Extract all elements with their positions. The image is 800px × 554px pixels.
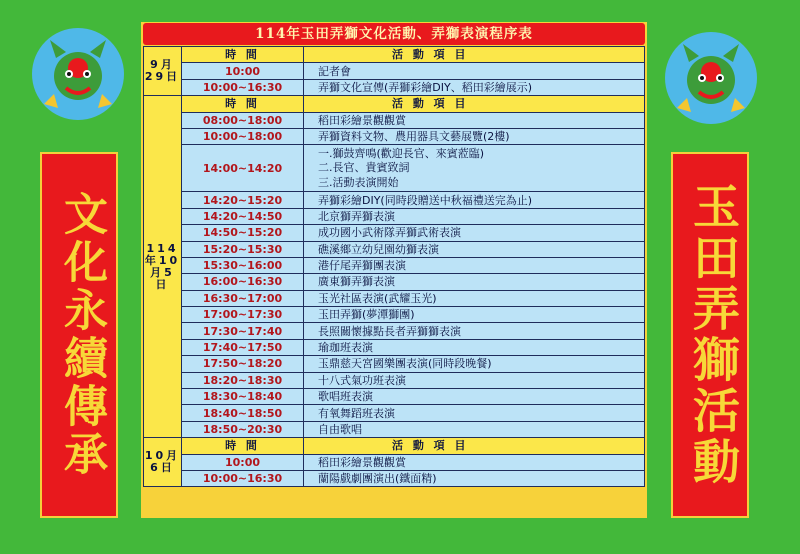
table-row (144, 63, 645, 79)
table-row (144, 356, 645, 372)
activity-column-header: 活 動 項 目 (304, 47, 645, 63)
table-row (144, 274, 645, 290)
time-cell: 18:40~18:50 (182, 405, 304, 421)
time-cell: 16:30~17:00 (182, 290, 304, 306)
activity-column-header: 活 動 項 目 (304, 438, 645, 454)
time-cell: 14:00~14:20 (182, 145, 304, 192)
activity-cell: 玉鼎慈天宮國樂團表演(同時段晚餐) (304, 356, 645, 372)
activity-cell: 瑜珈班表演 (304, 339, 645, 355)
time-cell: 17:50~18:20 (182, 356, 304, 372)
schedule-header-row (144, 438, 645, 454)
table-row (144, 454, 645, 470)
table-row (144, 112, 645, 128)
schedule-header-row (144, 96, 645, 112)
time-cell: 15:20~15:30 (182, 241, 304, 257)
time-cell: 10:00 (182, 454, 304, 470)
table-row (144, 290, 645, 306)
activity-cell: 玉田弄獅(夢潭獅團) (304, 307, 645, 323)
activity-cell: 歌唱班表演 (304, 389, 645, 405)
date-cell: 114年10月5日 (144, 96, 182, 438)
table-row (144, 421, 645, 437)
table-row (144, 128, 645, 144)
table-row (144, 372, 645, 388)
activity-cell: 廣東獅弄獅表演 (304, 274, 645, 290)
activity-cell: 礁溪鄉立幼兒園幼獅表演 (304, 241, 645, 257)
time-cell: 14:50~15:20 (182, 225, 304, 241)
time-cell: 10:00~18:00 (182, 128, 304, 144)
time-column-header: 時 間 (182, 438, 304, 454)
table-row (144, 192, 645, 208)
activity-cell: 十八式氣功班表演 (304, 372, 645, 388)
left-couplet-scroll: 文化永續傳承 (40, 152, 118, 518)
activity-cell: 記者會 (304, 63, 645, 79)
time-cell: 17:30~17:40 (182, 323, 304, 339)
time-cell: 15:30~16:00 (182, 257, 304, 273)
time-column-header: 時 間 (182, 96, 304, 112)
activity-cell: 弄獅彩繪DIY(同時段贈送中秋福禮送完為止) (304, 192, 645, 208)
time-cell: 14:20~14:50 (182, 208, 304, 224)
table-row (144, 405, 645, 421)
time-cell: 08:00~18:00 (182, 112, 304, 128)
table-row (144, 323, 645, 339)
activity-column-header: 活 動 項 目 (304, 96, 645, 112)
time-cell: 18:20~18:30 (182, 372, 304, 388)
page-title: 114年玉田弄獅文化活動、弄獅表演程序表 (143, 23, 645, 45)
time-cell: 14:20~15:20 (182, 192, 304, 208)
time-cell: 16:00~16:30 (182, 274, 304, 290)
time-column-header: 時 間 (182, 47, 304, 63)
time-cell: 10:00~16:30 (182, 79, 304, 95)
activity-cell: 長照關懷據點長者弄獅獅表演 (304, 323, 645, 339)
activity-cell: 北京獅弄獅表演 (304, 208, 645, 224)
schedule-table (143, 46, 645, 487)
table-row (144, 307, 645, 323)
time-cell: 17:40~17:50 (182, 339, 304, 355)
table-row (144, 208, 645, 224)
activity-cell: 自由歌唱 (304, 421, 645, 437)
activity-cell: 有氧舞蹈班表演 (304, 405, 645, 421)
activity-cell: 港仔尾弄獅團表演 (304, 257, 645, 273)
table-row (144, 79, 645, 95)
lion-mascot-left-icon (32, 28, 124, 120)
date-cell: 10月6日 (144, 438, 182, 487)
activity-cell: 一.獅鼓齊鳴(歡迎長官、來賓蒞臨) 二.長官、貴賓致詞 三.活動表演開始 (304, 145, 645, 192)
date-cell: 9月29日 (144, 47, 182, 96)
table-row (144, 145, 645, 192)
table-row (144, 225, 645, 241)
activity-cell: 弄獅文化宣傳(弄獅彩繪DIY、稻田彩繪展示) (304, 79, 645, 95)
time-cell: 10:00 (182, 63, 304, 79)
time-cell: 17:00~17:30 (182, 307, 304, 323)
table-row (144, 339, 645, 355)
activity-cell: 稻田彩繪景觀觀賞 (304, 454, 645, 470)
table-row (144, 389, 645, 405)
activity-cell: 玉光社區表演(武耀玉光) (304, 290, 645, 306)
activity-cell: 蘭陽戲劇團演出(鐵面精) (304, 470, 645, 486)
activity-cell: 稻田彩繪景觀觀賞 (304, 112, 645, 128)
time-cell: 10:00~16:30 (182, 470, 304, 486)
time-cell: 18:50~20:30 (182, 421, 304, 437)
table-row (144, 470, 645, 486)
lion-mascot-right-icon (665, 32, 757, 124)
table-row (144, 241, 645, 257)
time-cell: 18:30~18:40 (182, 389, 304, 405)
table-row (144, 257, 645, 273)
schedule-header-row (144, 47, 645, 63)
activity-cell: 弄獅資料文物、農用器具文藝展覽(2樓) (304, 128, 645, 144)
activity-cell: 成功國小武術隊弄獅武術表演 (304, 225, 645, 241)
right-couplet-scroll: 玉田弄獅活動 (671, 152, 749, 518)
